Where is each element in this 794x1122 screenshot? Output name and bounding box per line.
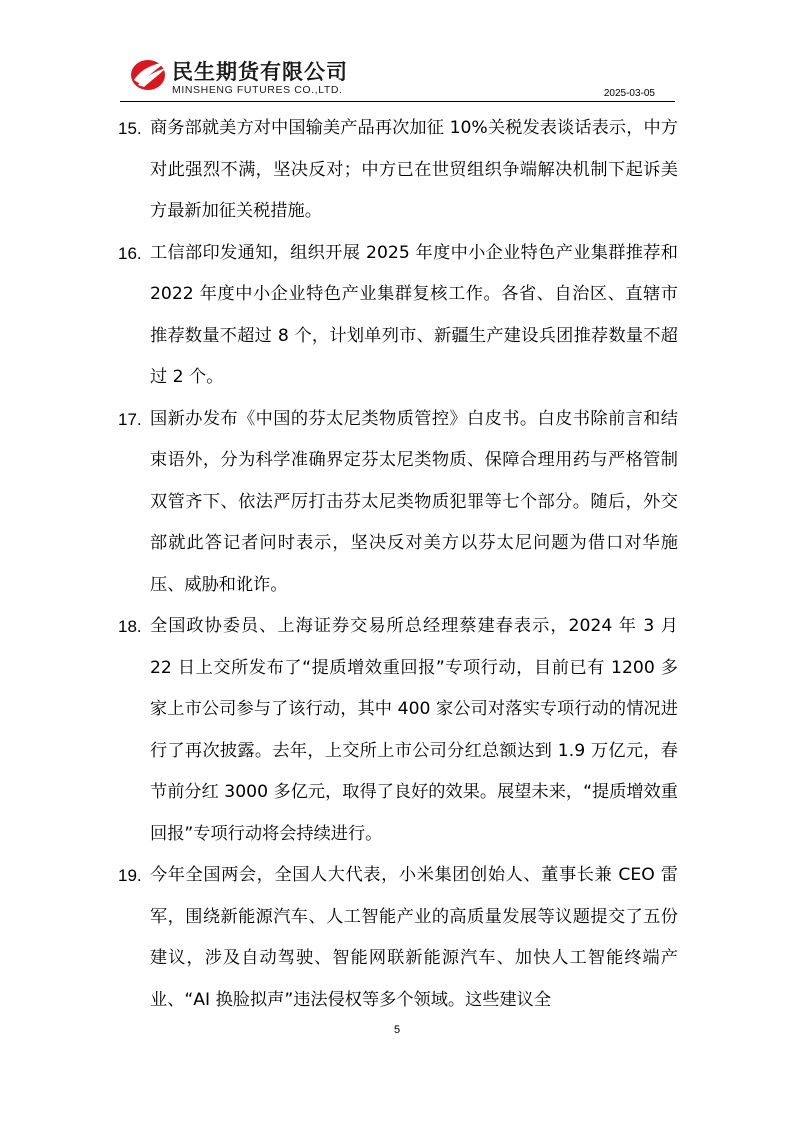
- news-item-17: [118, 399, 678, 607]
- page-number: 5: [393, 1024, 401, 1036]
- item-number: 17.: [118, 409, 142, 429]
- company-name-en: MINSHENG FUTURES CO.,LTD.: [172, 84, 343, 96]
- item-text: 商务部就美方对中国输美产品再次加征 10%关税发表谈话表示，中方对此强烈不满，坚决反对；中方已在世贸组织争端解决机制下起诉美方最新加征关税措施。: [150, 118, 678, 221]
- item-number: 16.: [118, 243, 142, 263]
- item-text: 今年全国两会，全国人大代表，小米集团创始人、董事长兼 CEO 雷军，围绕新能源汽车、人工智能产业的高质量发展等议题提交了五份建议，涉及自动驾驶、智能网联新能源汽车、加快人工智能终端产业、“AI 换脸拟声”违法侵权等多个领域。这些建议全: [150, 865, 678, 1010]
- item-text: 工信部印发通知，组织开展 2025 年度中小企业特色产业集群推荐和 2022 年度中小企业特色产业集群复核工作。各省、自治区、直辖市推荐数量不超过 8 个，计划单列市、新疆生产建设兵团推荐数量不超过 2 个。: [150, 242, 678, 387]
- item-number: 19.: [118, 866, 142, 885]
- news-item-15: [118, 108, 678, 233]
- item-number: 18.: [118, 617, 142, 636]
- company-name-cn: 民生期货有限公司: [172, 60, 348, 84]
- page-header: [120, 52, 675, 102]
- news-item-18: [118, 606, 678, 855]
- minsheng-logo-icon: [128, 54, 168, 94]
- news-list: [118, 108, 678, 1021]
- item-text: 国新办发布《中国的芬太尼类物质管控》白皮书。白皮书除前言和结束语外，分为科学准确界定芬太尼类物质、保障合理用药与严格管制双管齐下、依法严厉打击芬太尼类物质犯罪等七个部分。随后，外交部就此答记者问时表示，坚决反对美方以芬太尼问题为借口对华施压、威胁和讹诈。: [150, 408, 678, 595]
- item-number: 15.: [118, 119, 142, 138]
- news-item-19: [118, 855, 678, 1021]
- news-item-16: [118, 233, 678, 399]
- header-divider: [120, 101, 675, 102]
- report-date: 2025-03-05: [603, 88, 655, 99]
- item-text: 全国政协委员、上海证券交易所总经理蔡建春表示，2024 年 3 月 22 日上交所发布了“提质增效重回报”专项行动，目前已有 1200 多家上市公司参与了该行动，其中 400 家公司对落实专项行动的情况进行了再次披露。去年，上交所上市公司分红总额达到 1.9 万亿元，春节前分红 3000 多亿元，取得了良好的效果。展望未来，“提质增效重回报”专项行动将会持续进行。: [150, 616, 678, 844]
